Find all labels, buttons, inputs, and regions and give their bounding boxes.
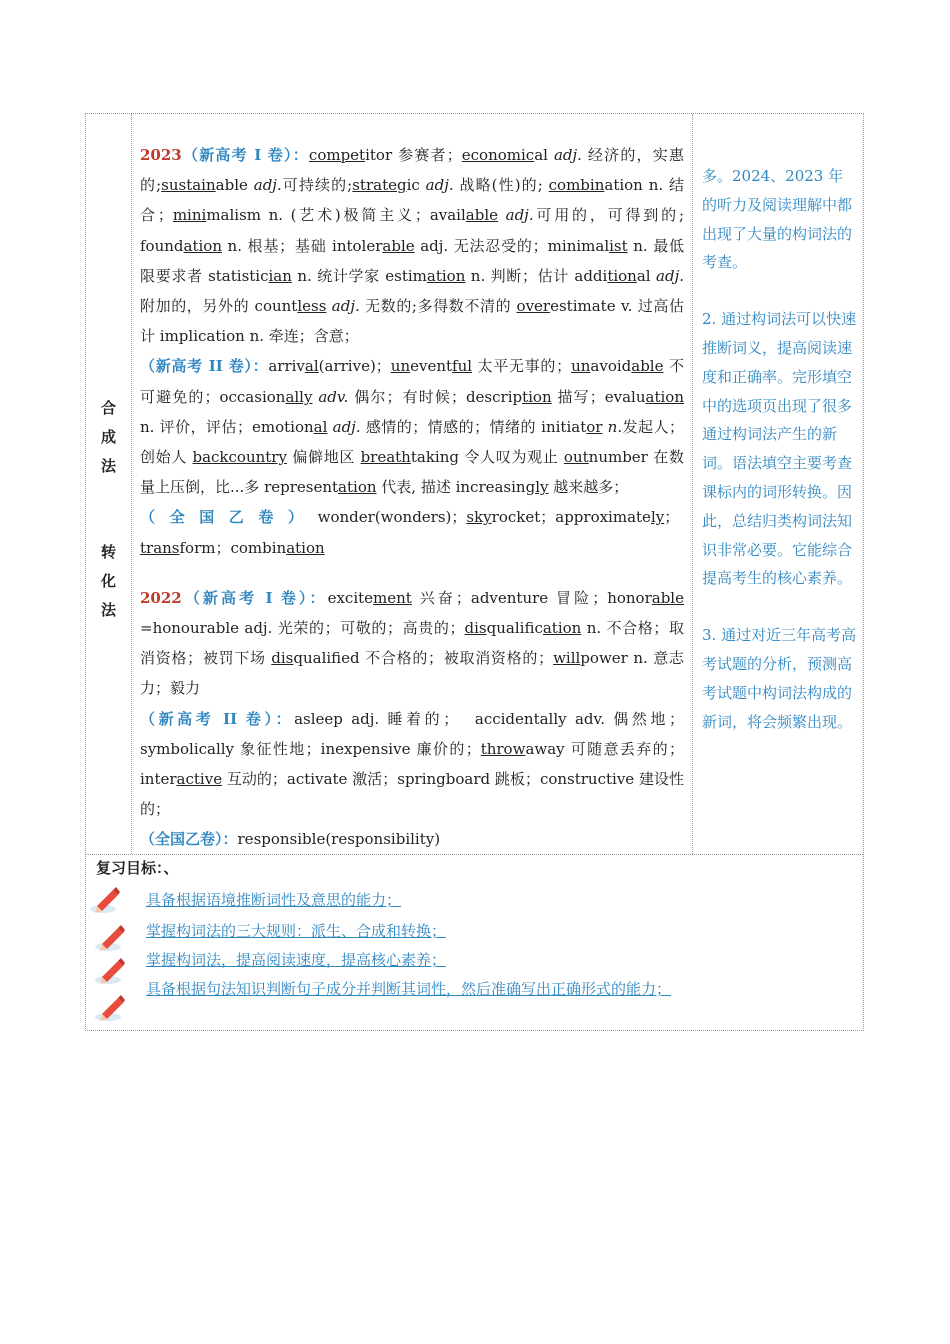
y2023-exam1: 2023（新高考 I 卷）：competitor 参赛者；economical adj. 经济的，实惠的;sustainable adj.可持续的;strategic adj. 战略(性)的; combination n. 结合；minimalism n. (艺术)极简主义；available adj.可用的，可得到的; foundation n. 根基；基础 intolerable adj. 无法忍受的；minimalist n. 最低限要求者 statistician n. 统计学家 estimation n. 判断；估计 additional adj. 附加的，另外的 countless adj. 无数的;多得数不清的 overestimate v. 过高估计 implication n. 牵连；含意； — [140, 146, 684, 346]
row-divider — [86, 854, 863, 855]
y2022-exam3: （全国乙卷）：responsible(responsibility) — [140, 830, 441, 849]
analysis-p2: 2. 通过构词法可以快速推断词义，提高阅读速度和正确率。完形填空中的选项页出现了很多通过构词法产生的新词。语法填空主要考查课标内的词形转换。因此，总结归类构词法知识非常必要。它能综合提高考生的核心素养。 — [702, 310, 857, 588]
pencil-icon — [94, 994, 126, 1022]
analysis-p1: 多。2024、2023 年的听力及阅读理解中都出现了大量的构词法的考查。 — [702, 167, 853, 272]
label-conversion: 转 化 法 — [100, 543, 116, 619]
pencil-icon — [94, 957, 126, 985]
goal-4: 具备根据句法知识判断句子成分并判断其词性，然后准确写出正确形式的能力； — [146, 980, 672, 998]
review-title: 复习目标：、 — [96, 859, 179, 877]
goal-2: 掌握构词法的三大规则：派生、合成和转换； — [146, 922, 447, 940]
pencil-icon — [94, 924, 126, 952]
y2023-exam2: （新高考 II 卷）：arrival(arrive)；uneventful 太平无事的；unavoidable 不可避免的；occasionally adv. 偶尔；有时候；description 描写；evaluation n. 评价，评估；emotional adj. 感情的；情感的；情绪的 initiator n.发起人；创始人 backcountry 偏僻地区 breathtaking 令人叹为观止 outnumber 在数量上压倒，比...多 representation 代表, 描述 increasingly 越来越多； — [140, 357, 684, 497]
analysis-cell — [693, 114, 864, 854]
y2022-exam1: 2022（新高考 I 卷）：excitement 兴奋；adventure 冒险；honorable =honourable adj. 光荣的；可敬的；高贵的；disqualification n. 不合格；取消资格；被罚下场 disqualified 不合格的；被取消资格的；willpower n. 意志力；毅力 — [140, 588, 684, 698]
exam-words-cell — [131, 114, 693, 854]
analysis-p3: 3. 通过对近三年高考高考试题的分析，预测高考试题中构词法构成的新词，将会频繁出现。 — [702, 626, 857, 731]
y2022-exam2: （新高考 II 卷）：asleep adj. 睡着的； accidentally adv. 偶然地；symbolically 象征性地；inexpensive 廉价的；throwaway 可随意丢弃的；interactive 互动的；activate 激活；springboard 跳板；constructive 建设性的； — [140, 709, 685, 819]
label-compound: 合 成 法 — [100, 399, 116, 475]
content-table — [85, 113, 864, 1031]
pencil-icon — [89, 886, 121, 914]
goal-3: 掌握构词法，提高阅读速度，提高核心素养； — [146, 951, 447, 969]
goal-1: 具备根据语境推断词性及意思的能力； — [146, 891, 402, 909]
y2023-exam3: （全国乙卷）wonder(wonders)；skyrocket；approximately； transform；combination — [140, 508, 684, 557]
method-label-cell — [86, 114, 132, 854]
